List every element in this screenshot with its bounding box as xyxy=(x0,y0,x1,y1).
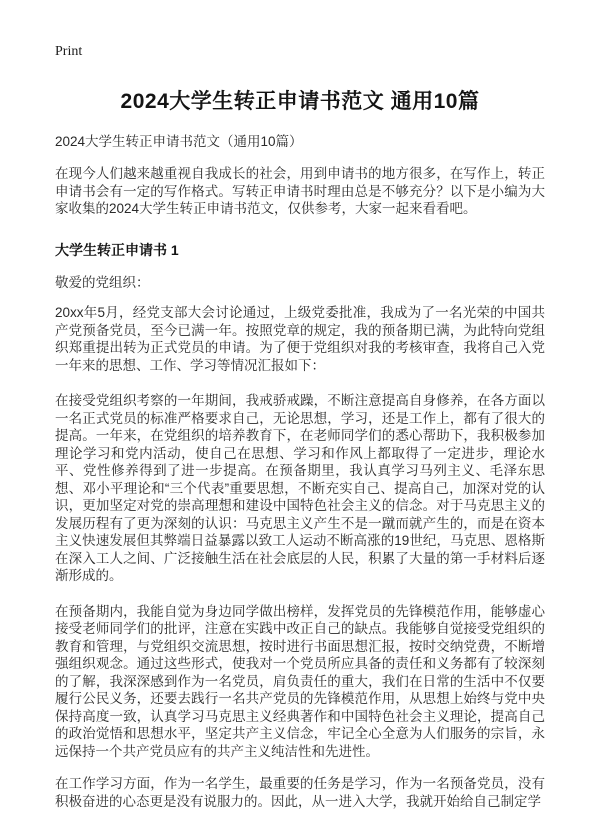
body-paragraph: 在工作学习方面，作为一名学生，最重要的任务是学习，作为一名预备党员，没有积极奋进的心态更是没有说服力的。因此，从一进入大学，我就开始给自己制定学 xyxy=(55,776,545,809)
body-paragraph: 20xx年5月，经党支部大会讨论通过，上级党委批准，我成为了一名光荣的中国共产党预备党员，至今已满一年。按照党章的规定，我的预备期已满，为此特向党组织郑重提出转为正式党员的申请。为了便于党组织对我的考核审查，我将自己入党一年来的思想、工作、学习等情况汇报如下： xyxy=(55,305,545,373)
document-subtitle: 2024大学生转正申请书范文（通用10篇） xyxy=(55,134,303,149)
intro-paragraph: 在现今人们越来越重视自我成长的社会，用到申请书的地方很多，在写作上，转正申请书会有一定的写作格式。写转正申请书时理由总是不够充分？以下是小编为大家收集的2024大学生转正申请书范文，仅供参考，大家一起来看看吧。 xyxy=(55,166,545,216)
section-heading: 大学生转正申请书 1 xyxy=(55,241,179,258)
page-title: 2024大学生转正申请书范文 通用10篇 xyxy=(120,90,480,113)
body-paragraph: 在预备期内，我能自觉为身边同学做出榜样，发挥党员的先锋模范作用，能够虚心接受老师同学们的批评，注意在实践中改正自己的缺点。我能够自觉接受党组织的教育和管理，与党组织交流思想，按时进行书面思想汇报，按时交纳党费，不断增强组织观念。通过这些形式，使我对一个党员所应具备的责任和义务都有了较深刻的了解，我深深感到作为一名党员，肩负责任的重大，我们在日常的生活中不仅要履行公民义务，还要去践行一名共产党员的先锋模范作用，从思想上始终与党中央保持高度一致，认真学习马克思主义经典著作和中国特色社会主义理论，提高自己的政治觉悟和思想水平，坚定共产主义信念，牢记全心全意为人们服务的宗旨，永远保持一个共产党员应有的共产主义纯洁性和先进性。 xyxy=(55,603,545,759)
salutation: 敬爱的党组织： xyxy=(55,274,150,290)
print-link[interactable]: Print xyxy=(55,44,83,59)
body-paragraph: 在接受党组织考察的一年期间，我戒骄戒躁，不断注意提高自身修养，在各方面以一名正式党员的标准严格要求自己，无论思想，学习，还是工作上，都有了很大的提高。一年来，在党组织的培养教育下，在老师同学们的悉心帮助下，我积极参加理论学习和党内活动，使自己在思想、学习和作风上都取得了一定进步，理论水平、党性修养得到了进一步提高。在预备期里，我认真学习马列主义、毛泽东思想、邓小平理论和“三个代表”重要思想，不断充实自己、提高自己，加深对党的认识，更加坚定对党的崇高理想和建设中国特色社会主义的信念。对于马克思主义的发展历程有了更为深刻的认识：马克思主义产生不是一蹴而就产生的，而是在资本主义快速发展但其弊端日益暴露以致工人运动不断高涨的19世纪，马克思、恩格斯在深入工人之间、广泛接触生活在社会底层的人民，积累了大量的第一手材料后逐渐形成的。 xyxy=(55,393,545,583)
